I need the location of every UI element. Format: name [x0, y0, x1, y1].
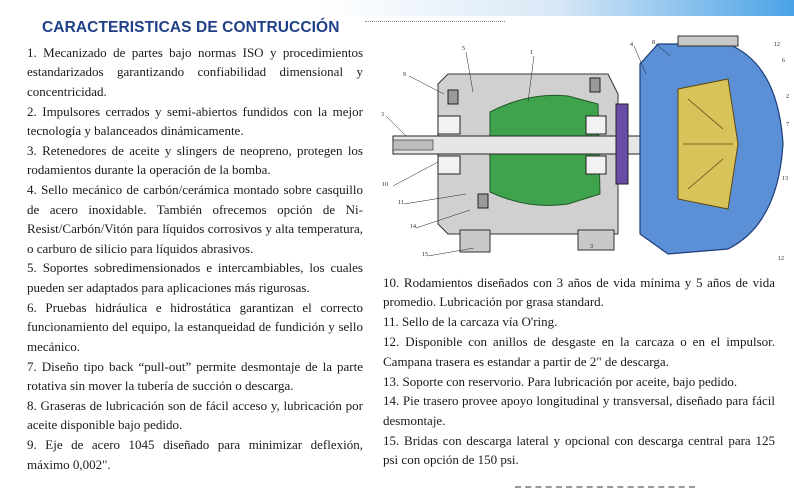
callout-label: 4 [630, 42, 633, 48]
shaft-key [393, 140, 433, 150]
page-title: CARACTERISTICAS DE CONTRUCCIÓN [42, 19, 340, 36]
callout-label: 3 [590, 244, 593, 250]
callout-label: 8 [652, 40, 655, 46]
bearing-inboard-bottom [586, 156, 606, 174]
top-gradient-bar [0, 0, 794, 16]
grease-fitting-2 [590, 78, 600, 92]
feature-item: 11. Sello de la carcaza vía O'ring. [383, 314, 558, 330]
feature-item: 7. Diseño tipo back “pull-out” permite desmontaje de la parte rotativa sin mover la tubería de succión o descarga. [27, 358, 363, 393]
feature-item: 15. Bridas con descarga lateral y opcional con descarga central para 125 psi con opción de 150 psi. [383, 432, 775, 468]
discharge-flange [678, 36, 738, 46]
callout-label: 6 [782, 58, 785, 64]
feature-item: 14. Pie trasero provee apoyo longitudinal y transversal, diseñado para fácil desmontaje. [383, 393, 775, 428]
bearing-inboard-top [586, 116, 606, 134]
feature-item: 6. Pruebas hidráulica e hidrostática garantizan el correcto funcionamiento del equipo, la estanqueidad de fundición y sello mecánico. [27, 299, 363, 354]
callout-label: 9 [403, 72, 406, 78]
callout-label: 5 [462, 46, 465, 52]
callout-label: 2 [786, 94, 789, 100]
feature-item: 3. Retenedores de aceite y slingers de neopreno, protegen los rodamientos durante la operación de la bomba. [27, 143, 363, 178]
callout-label: 13 [782, 176, 788, 182]
grease-fitting-3 [478, 194, 488, 208]
pump-diagram-svg [378, 34, 794, 270]
grease-fitting-1 [448, 90, 458, 104]
feature-item: 9. Eje de acero 1045 diseñado para minimizar deflexión, máximo 0,002". [27, 437, 363, 472]
mechanical-seal [616, 104, 628, 184]
features-left-column [27, 43, 363, 474]
pump-cross-section-diagram [378, 34, 794, 270]
callout-label: 1 [530, 50, 533, 56]
footer-divider [515, 486, 695, 488]
callout-label: 10 [382, 182, 388, 188]
feature-item: 13. Soporte con reservorio. Para lubricación por aceite, bajo pedido. [383, 373, 738, 389]
callout-label: 12 [778, 256, 784, 262]
front-foot [578, 230, 614, 250]
features-right-column [383, 273, 775, 470]
feature-item: 10. Rodamientos diseñados con 3 años de vida mínima y 5 años de vida promedio. Lubricación por grasa standard. [383, 275, 775, 310]
feature-item: 1. Mecanizado de partes bajo normas ISO y procedimientos estandarizados garantizando confiabilidad dimensional y concentricidad. [27, 45, 363, 99]
feature-item: 8. Graseras de lubricación son de fácil acceso y, lubricación por aceite disponible bajo pedido. [27, 397, 363, 433]
callout-label: 7 [786, 122, 789, 128]
title-divider [365, 21, 505, 22]
bearing-outboard-bottom [438, 156, 460, 174]
callout-label: 3 [381, 112, 384, 118]
callout-label: 11 [398, 200, 404, 206]
callout-label: 12 [774, 42, 780, 48]
rear-foot [460, 230, 490, 252]
feature-item: 12. Disponible con anillos de desgaste en la carcaza o en el impulsor. Campana trasera es estandar a partir de 2" de descarga. [383, 334, 775, 369]
callout-label: 14 [410, 224, 416, 230]
feature-item: 4. Sello mecánico de carbón/cerámica montado sobre casquillo de acero inoxidable. También ofrecemos opción de Ni-Resist/Carbón/Vitón para líquidos corrosivos y alta temperatura, o carburo de silicio para líquidos abrasivos. [27, 182, 363, 256]
feature-item: 2. Impulsores cerrados y semi-abiertos fundidos con la mejor tecnología y balanceados dinámicamente. [27, 103, 363, 139]
callout-label: 15 [422, 252, 428, 258]
bearing-outboard-top [438, 116, 460, 134]
feature-item: 5. Soportes sobredimensionados e intercambiables, los cuales pueden ser adaptados para aplicaciones más rigurosas. [27, 260, 363, 295]
